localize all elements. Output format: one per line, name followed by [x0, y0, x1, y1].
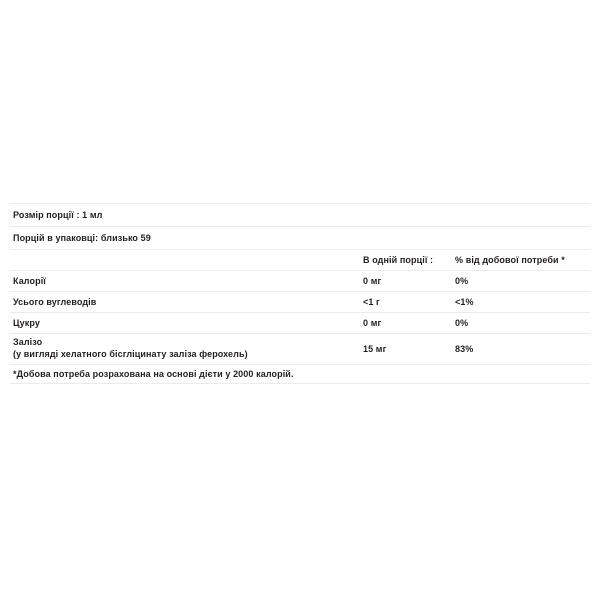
nutrition-facts-panel: [10, 203, 590, 384]
table-row: [10, 312, 590, 333]
nutrient-label-group: [10, 337, 363, 360]
nutrient-label: Цукру: [13, 318, 40, 328]
servings-per-container-row: [10, 226, 590, 249]
nutrient-daily-value: 83%: [455, 344, 474, 354]
footnote-row: [10, 364, 590, 384]
daily-value-footnote: *Добова потреба розрахована на основі дієти у 2000 калорій.: [13, 369, 294, 379]
column-header-row: [10, 249, 590, 270]
nutrient-amount: 0 мг: [363, 276, 382, 286]
nutrient-label: Залізо: [13, 337, 43, 348]
nutrient-daily-value: 0%: [455, 276, 469, 286]
serving-size-row: [10, 203, 590, 226]
nutrient-label: Усього вуглеводів: [13, 297, 97, 307]
nutrient-daily-value: 0%: [455, 318, 469, 328]
nutrient-label: Калорії: [13, 276, 46, 286]
nutrient-amount: <1 г: [363, 297, 380, 307]
column-header-percent-daily-value: % від добової потреби *: [455, 255, 565, 265]
table-row: [10, 270, 590, 291]
table-row: [10, 291, 590, 312]
nutrient-amount: 15 мг: [363, 344, 387, 354]
column-header-amount-per-serving: В одній порції :: [363, 255, 434, 265]
serving-size-label: Розмір порції : 1 мл: [13, 210, 103, 220]
nutrient-amount: 0 мг: [363, 318, 382, 328]
table-row: [10, 333, 590, 364]
nutrient-daily-value: <1%: [455, 297, 474, 307]
servings-per-container-label: Порцій в упаковці: близько 59: [13, 233, 151, 243]
nutrient-sub-label: (у вигляді хелатного бісгліцинату заліза ферохель): [13, 349, 248, 359]
